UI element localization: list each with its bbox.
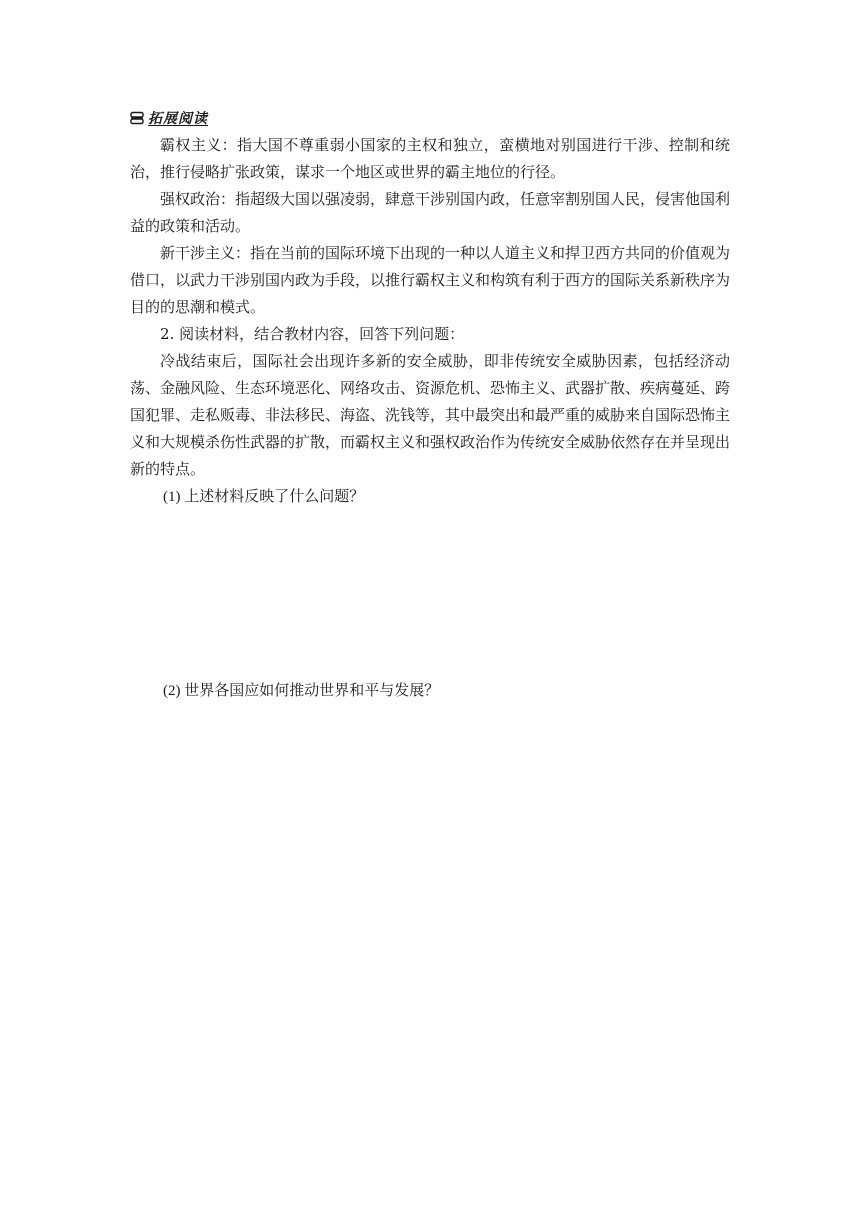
definition-hegemonism: 霸权主义：指大国不尊重弱小国家的主权和独立，蛮横地对别国进行干涉、控制和统治，推行侵略扩张政策，谋求一个地区或世界的霸主地位的行径。 <box>130 136 730 181</box>
sub-question-1: (1) 上述材料反映了什么问题？ <box>163 489 365 505</box>
question-2-material: 冷战结束后，国际社会出现许多新的安全威胁，即非传统安全威胁因素，包括经济动荡、金融风险、生态环境恶化、网络攻击、资源危机、恐怖主义、武器扩散、疾病蔓延、跨国犯罪、走私贩毒、非法移民、海盗、洗钱等，其中最突出和最严重的威胁来自国际恐怖主义和大规模杀伤性武器的扩散，而霸权主义和强权政治作为传统安全威胁依然存在并呈现出新的特点。 <box>130 352 731 478</box>
extended-reading-heading <box>130 108 208 128</box>
definition-neo-interventionism: 新干涉主义：指在当前的国际环境下出现的一种以人道主义和捍卫西方共同的价值观为借口，以武力干涉别国内政为手段，以推行霸权主义和构筑有利于西方的国际关系新秩序为目的的思潮和模式。 <box>130 244 731 316</box>
question-2-prompt: 2. 阅读材料，结合教材内容，回答下列问题： <box>160 325 465 343</box>
definition-power-politics: 强权政治：指超级大国以强凌弱，肆意干涉别国内政，任意宰割别国人民，侵害他国利益的政策和活动。 <box>130 190 731 235</box>
sub-question-2: (2) 世界各国应如何推动世界和平与发展？ <box>163 683 440 699</box>
heading-text: 拓展阅读 <box>148 111 208 127</box>
book-icon <box>130 111 144 125</box>
